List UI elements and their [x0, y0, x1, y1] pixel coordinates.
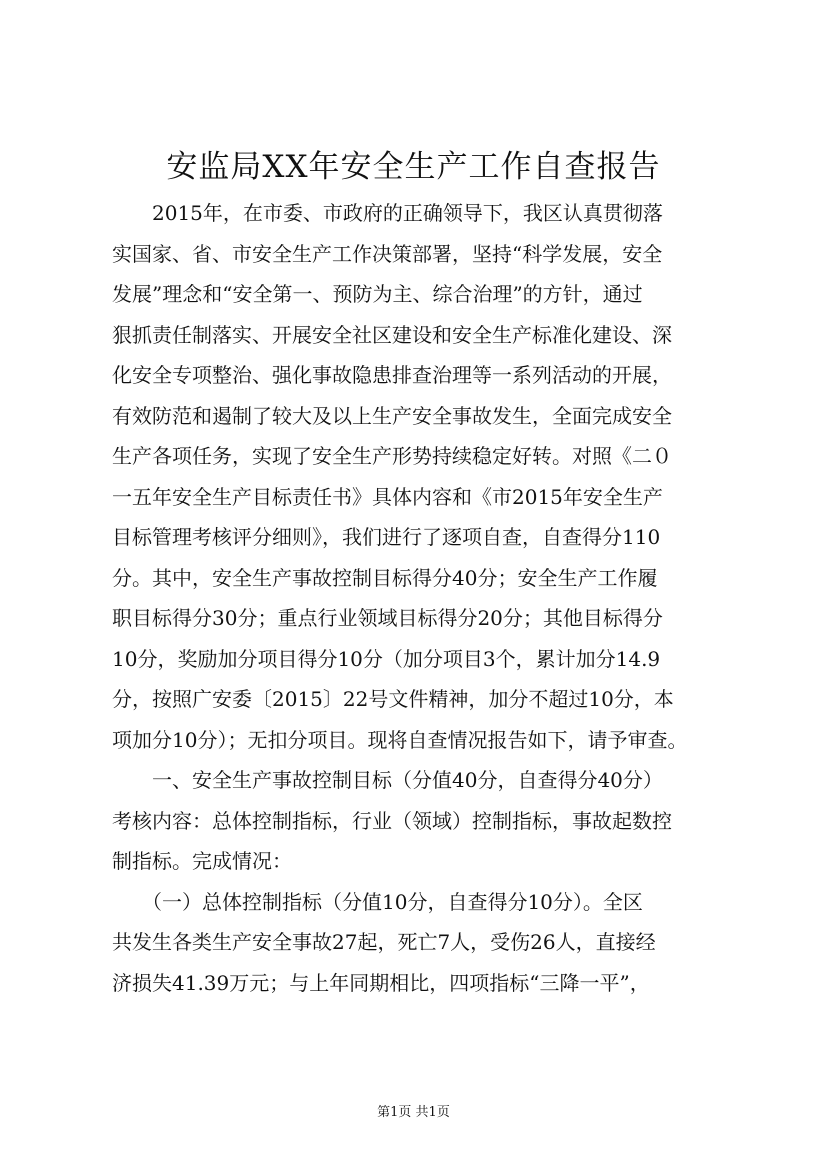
body-line: 分。其中，安全生产事故控制目标得分40分；安全生产工作履 — [112, 565, 658, 590]
document-title: 安监局XX年安全生产工作自查报告 — [166, 149, 661, 185]
body-line: 共发生各类生产安全事故27起，死亡7人，受伤26人，直接经 — [112, 930, 656, 954]
body-line: 职目标得分30分；重点行业领域目标得分20分；其他目标得分 — [112, 606, 663, 630]
page-footer: 第1页 共1页 — [377, 1105, 450, 1120]
body-line: 生产各项任务，实现了安全生产形势持续稳定好转。对照《二０ — [112, 444, 672, 468]
body-line: 2015年，在市委、市政府的正确领导下，我区认真贯彻落 — [112, 201, 663, 225]
body-line: 考核内容：总体控制指标，行业（领域）控制指标，事故起数控 — [112, 808, 672, 833]
body-line: 一五年安全生产目标责任书》具体内容和《市2015年安全生产 — [112, 484, 663, 509]
body-line: 项加分10分）；无扣分项目。现将自查情况报告如下，请予审查。 — [112, 727, 688, 752]
body-line: 目标管理考核评分细则》，我们进行了逐项自查，自查得分110 — [112, 525, 661, 549]
body-line: 发展”理念和“安全第一、预防为主、综合治理”的方针，通过 — [112, 282, 643, 306]
body-line: 一、安全生产事故控制目标（分值40分，自查得分40分） — [112, 768, 663, 792]
body-line: 实国家、省、市安全生产工作决策部署，坚持“科学发展，安全 — [112, 241, 663, 266]
body-line: 制指标。完成情况： — [112, 849, 292, 873]
body-line: 分，按照广安委〔2015〕22号文件精神，加分不超过10分，本 — [112, 687, 674, 711]
body-line: 狠抓责任制落实、开展安全社区建设和安全生产标准化建设、深 — [112, 322, 672, 347]
document-body — [112, 193, 718, 1003]
body-line: 化安全专项整治、强化事故隐患排查治理等一系列活动的开展， — [112, 363, 672, 387]
body-line: 济损失41.39万元；与上年同期相比，四项指标“三降一平”， — [112, 970, 650, 995]
body-line: （一）总体控制指标（分值10分，自查得分10分）。全区 — [112, 889, 643, 914]
body-line: 10分，奖励加分项目得分10分（加分项目3个，累计加分14.9 — [112, 646, 661, 671]
body-line: 有效防范和遏制了较大及以上生产安全事故发生，全面完成安全 — [112, 403, 672, 428]
